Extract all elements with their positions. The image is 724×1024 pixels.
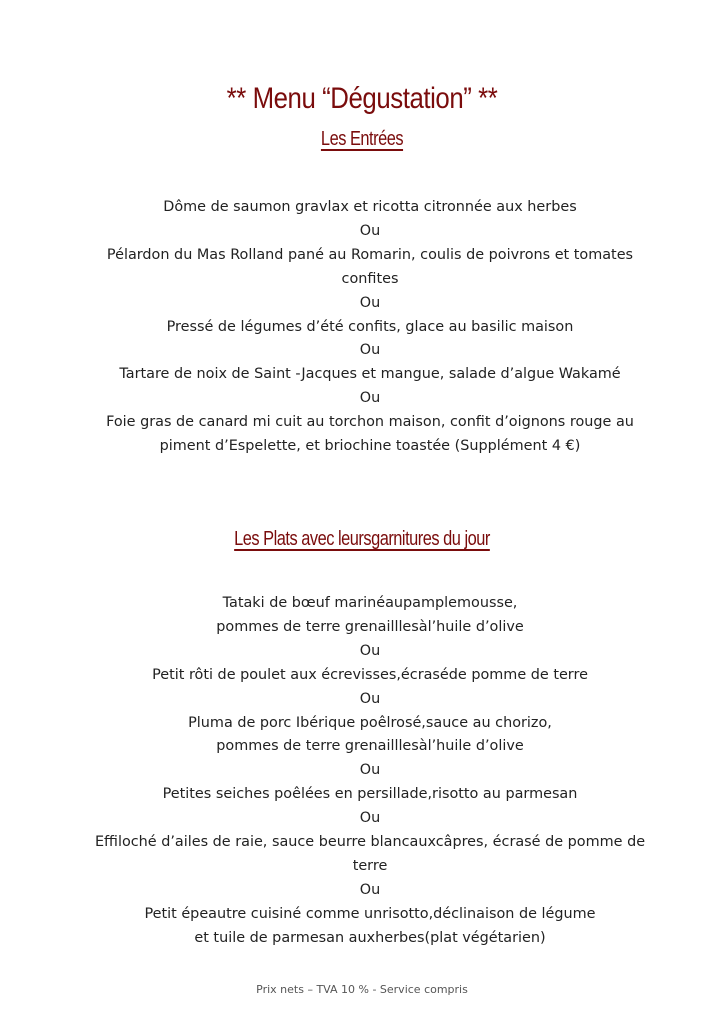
menu-separator: Ou	[359, 222, 381, 239]
menu-line: confites	[341, 270, 399, 287]
section-heading-entrees	[65, 128, 659, 151]
entrees-heading-text: Les Entrées	[320, 128, 404, 150]
footer-note: Prix nets – TVA 10 % - Service compris	[256, 983, 468, 996]
menu-line: pommes de terre grenailllesàl’huile d’olive	[216, 618, 524, 635]
menu-separator: Ou	[359, 342, 381, 359]
menu-separator: Ou	[359, 642, 381, 659]
menu-line: Petites seiches poêlées en persillade,risotto au parmesan	[162, 786, 578, 803]
menu-separator: Ou	[359, 690, 381, 707]
menu-line: pommes de terre grenailllesàl’huile d’olive	[216, 738, 524, 755]
menu-line: Pélardon du Mas Rolland pané au Romarin, coulis de poivrons et tomates	[106, 246, 634, 263]
menu-line: et tuile de parmesan auxherbes(plat végétarien)	[194, 929, 546, 946]
entrees-list	[40, 196, 700, 459]
menu-separator: Ou	[359, 294, 381, 311]
menu-line: piment d’Espelette, et briochine toastée (Supplément 4 €)	[159, 438, 581, 455]
menu-line: Petit épeautre cuisiné comme unrisotto,déclinaison de légume	[144, 905, 596, 922]
menu-line: Pluma de porc Ibérique poêlrosé,sauce au chorizo,	[188, 714, 552, 731]
menu-line: Foie gras de canard mi cuit au torchon maison, confit d’oignons rouge au	[106, 414, 634, 431]
menu-title: ** Menu “Dégustation” **	[226, 82, 498, 115]
section-heading-plats	[65, 528, 659, 551]
menu-separator: Ou	[359, 810, 381, 827]
menu-separator: Ou	[359, 762, 381, 779]
menu-separator: Ou	[359, 881, 381, 898]
plats-list	[40, 592, 700, 951]
menu-line: Dôme de saumon gravlax et ricotta citronnée aux herbes	[163, 199, 577, 215]
plats-heading-text: Les Plats avec leursgarnitures du jour	[234, 528, 490, 550]
menu-line: Petit rôti de poulet aux écrevisses,écraséde pomme de terre	[152, 666, 588, 683]
menu-line: Tartare de noix de Saint -Jacques et mangue, salade d’algue Wakamé	[119, 366, 621, 383]
menu-line: Tataki de bœuf marinéaupamplemousse,	[222, 595, 518, 611]
menu-line: Effiloché d’ailes de raie, sauce beurre blancauxcâpres, écrasé de pomme de	[94, 834, 646, 851]
menu-line: terre	[352, 857, 388, 874]
menu-separator: Ou	[359, 390, 381, 407]
menu-line: Pressé de légumes d’été confits, glace au basilic maison	[166, 318, 574, 335]
